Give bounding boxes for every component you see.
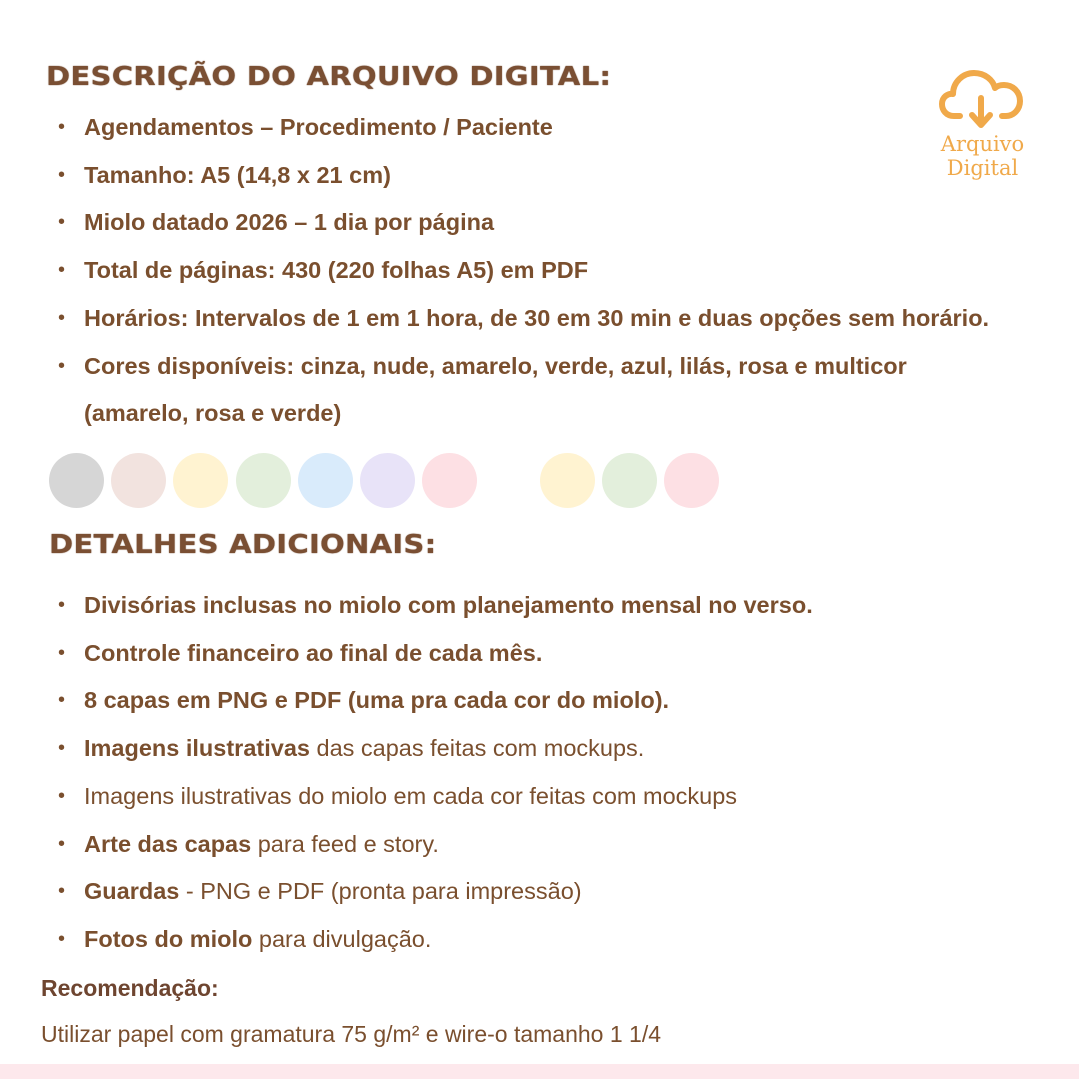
bullet-icon: • [58,641,66,664]
description-list [58,104,989,438]
list-item: • Imagens ilustrativas das capas feitas com mockups. [58,725,813,773]
list-item: • 8 capas em PNG e PDF (uma pra cada cor do miolo). [58,677,813,725]
bullet-icon: • [58,594,66,616]
recommendation-text: Utilizar papel com gramatura 75 g/m² e wire-o tamanho 1 1/4 [41,1021,662,1047]
cloud-download-icon [930,68,1035,130]
swatch-nude [111,453,166,508]
swatch-azul [298,453,353,508]
list-item: • Total de páginas: 430 (220 folhas A5) em PDF [58,247,989,295]
bullet-icon: • [58,163,66,186]
bullet-icon: • [58,306,66,329]
swatch-rosa [422,453,477,508]
swatch-cinza [49,453,104,508]
description-heading: DESCRIÇÃO DO ARQUIVO DIGITAL: [46,62,612,92]
bullet-icon: • [58,259,66,282]
bullet-icon: • [58,689,66,712]
bullet-icon: • [58,784,66,807]
arquivo-digital-logo [930,68,1035,188]
bullet-icon: • [58,927,66,950]
list-item: • Imagens ilustrativas do miolo em cada cor feitas com mockups [58,773,813,821]
list-item: • Horários: Intervalos de 1 em 1 hora, de 30 em 30 min e duas opções sem horário. [58,295,989,343]
bullet-icon: • [58,832,66,855]
swatch-verde [236,453,291,508]
swatch-multicor-rosa [664,453,719,508]
list-item: • Controle financeiro ao final de cada mês. [58,630,813,678]
details-list [58,582,813,964]
swatch-lilas [360,453,415,508]
bullet-icon: • [58,737,66,760]
list-item: • Cores disponíveis: cinza, nude, amarelo, verde, azul, lilás, rosa e multicor [58,343,989,391]
recommendation-title: Recomendação: [41,975,219,1001]
swatch-multicor-amarelo [540,453,595,508]
logo-text-line1: Arquivo [940,132,1025,156]
swatch-amarelo [173,453,228,508]
list-item: • Divisórias inclusas no miolo com planejamento mensal no verso. [58,582,813,630]
bullet-icon: • [58,211,66,234]
list-item-continuation: (amarelo, rosa e verde) [84,400,342,427]
list-item: • Arte das capas para feed e story. [58,821,813,869]
bottom-band [0,1064,1079,1079]
list-item: • Guardas - PNG e PDF (pronta para impressão) [58,868,813,916]
list-item: • Agendamentos – Procedimento / Paciente [58,104,989,152]
list-item: • Tamanho: A5 (14,8 x 21 cm) [58,152,989,200]
bullet-icon: • [58,880,66,903]
bullet-icon: • [58,354,66,377]
list-item: • Miolo datado 2026 – 1 dia por página [58,199,989,247]
details-heading: DETALHES ADICIONAIS: [49,530,437,560]
swatch-multicor-verde [602,453,657,508]
logo-text-line2: Digital [946,156,1019,180]
list-item: • Fotos do miolo para divulgação. [58,916,813,964]
bullet-icon: • [58,116,66,138]
